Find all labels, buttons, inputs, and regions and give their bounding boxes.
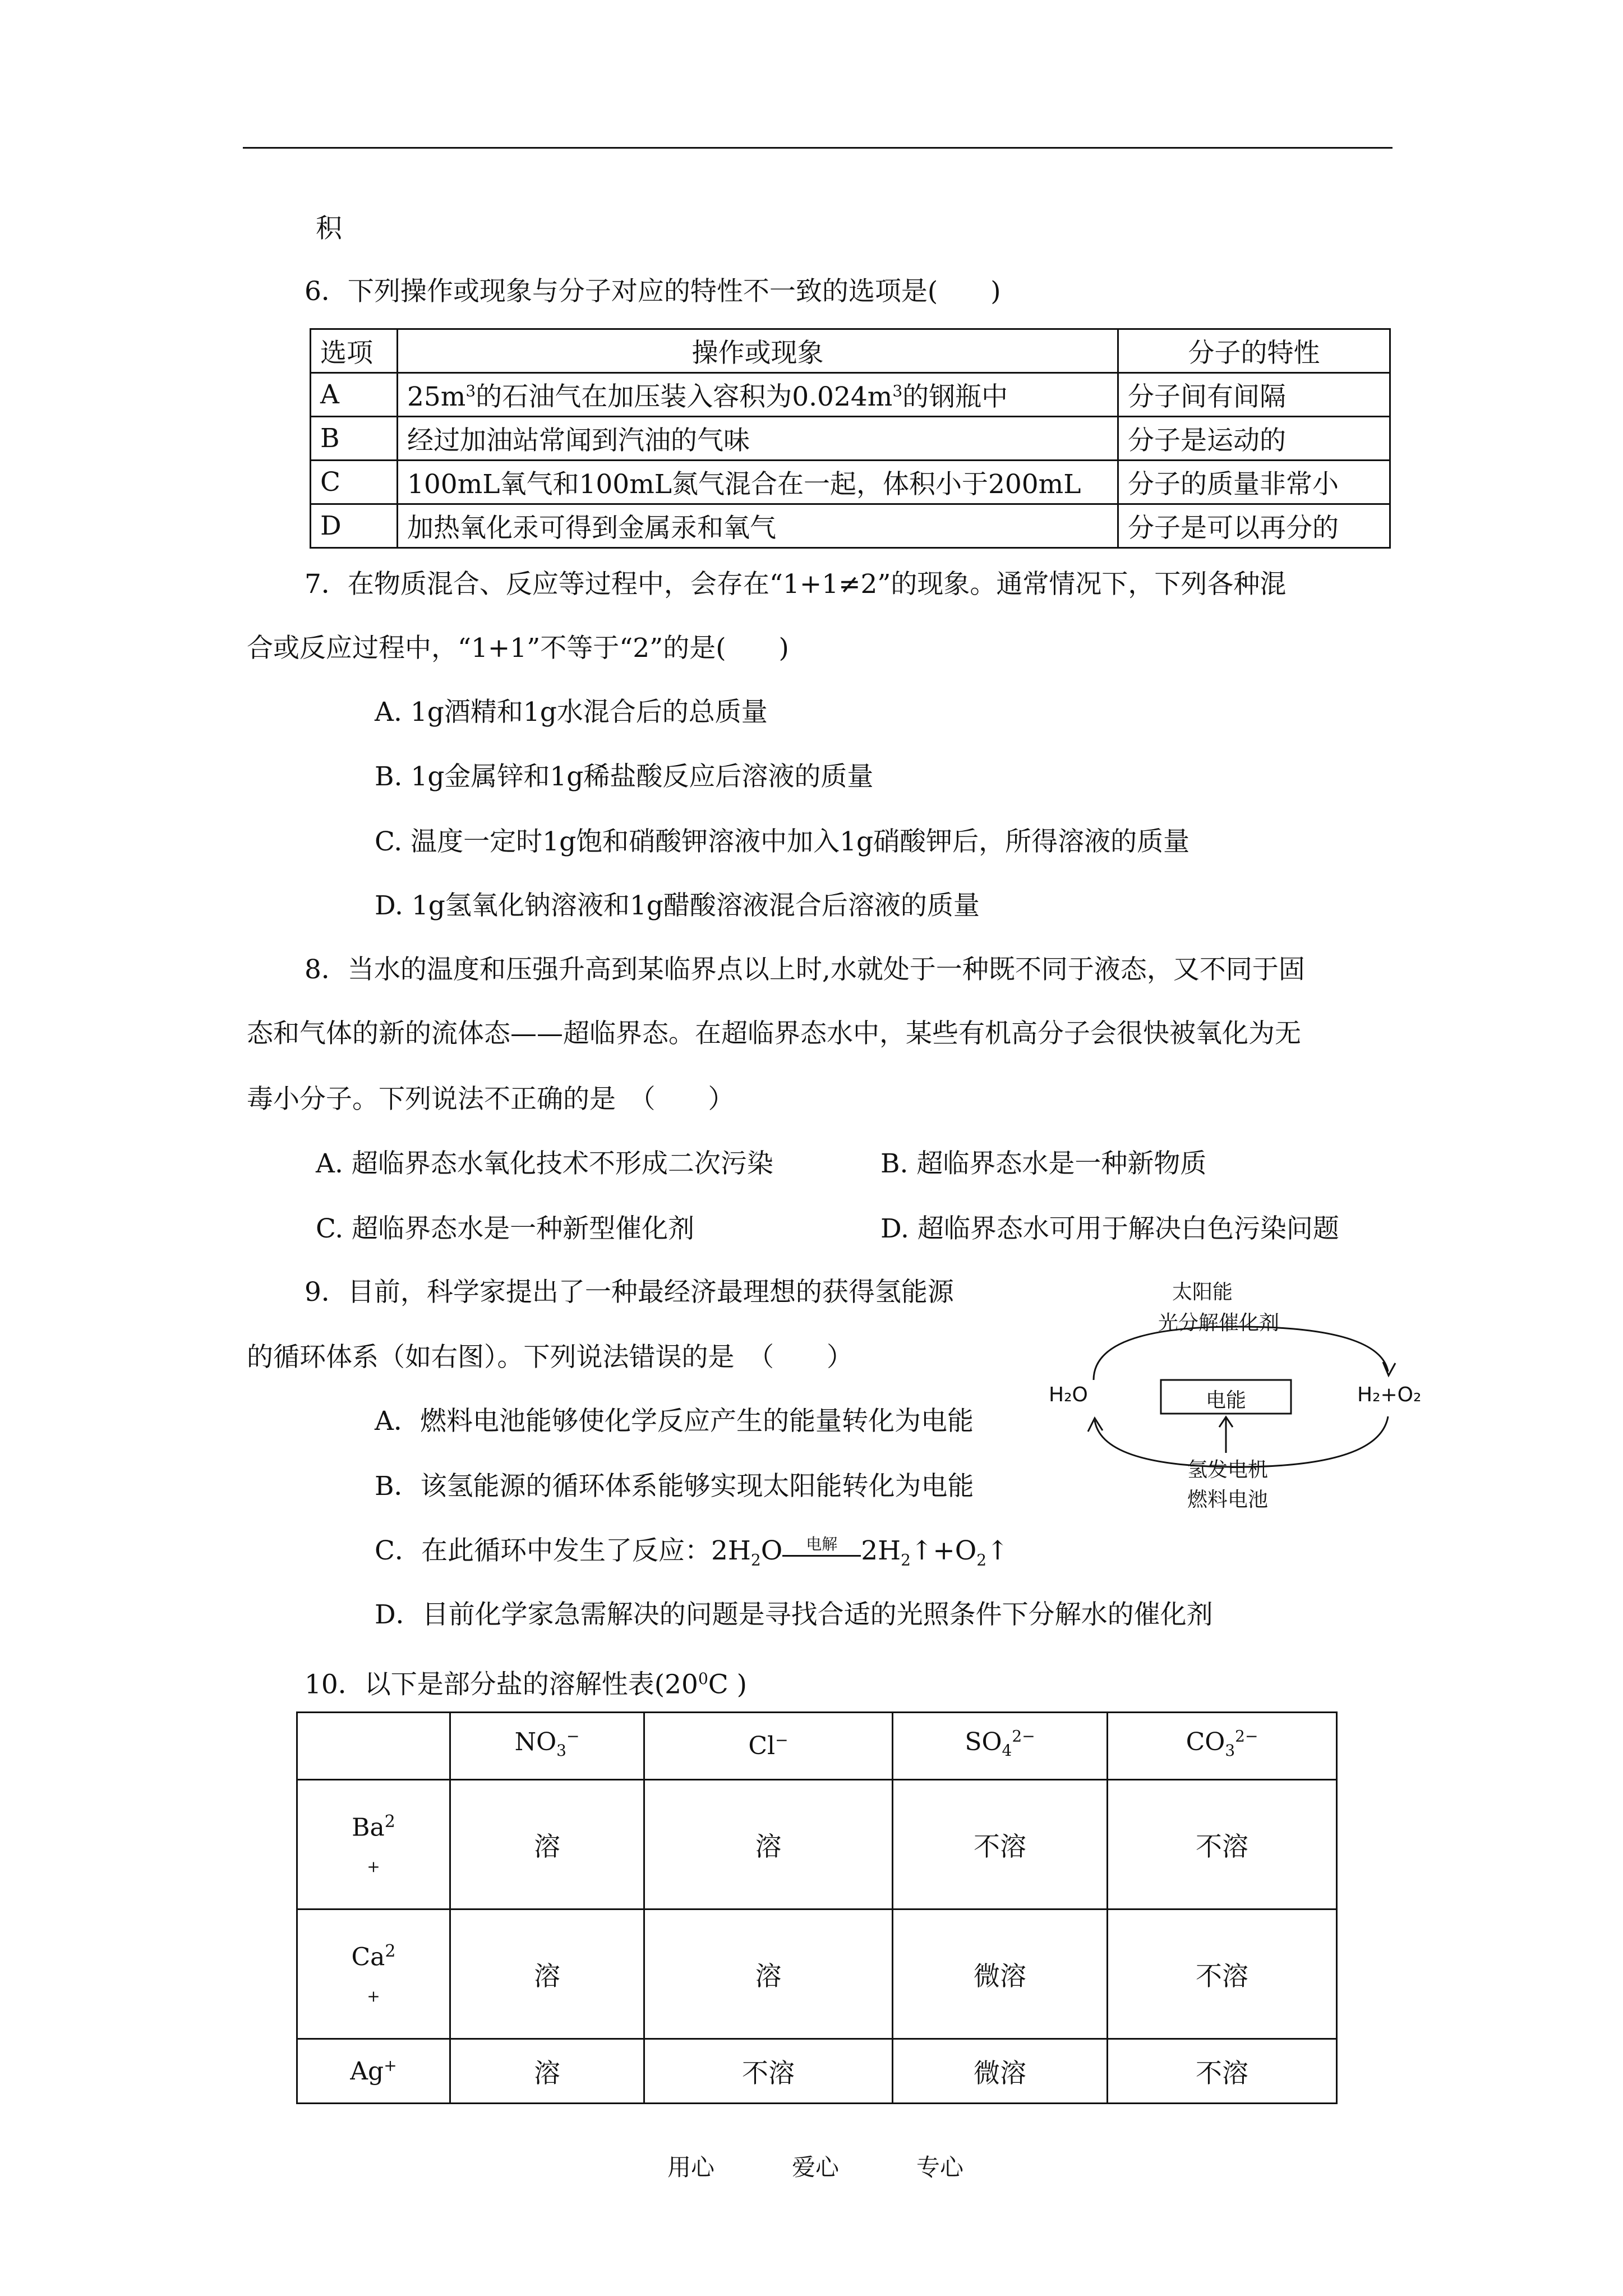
- q6-table: [310, 328, 1391, 549]
- table-row: [311, 417, 1390, 461]
- anion-header: $CO_3^{2-}$: [1108, 1713, 1337, 1780]
- reaction-line: [782, 1555, 861, 1557]
- table-row: [297, 2039, 1337, 2104]
- option-cell: D: [311, 504, 398, 548]
- phenomenon-cell: 100mL氧气和100mL氮气混合在一起，体积小于200mL: [398, 461, 1118, 504]
- q9-option-d: D．目前化学家急需解决的问题是寻找合适的光照条件下分解水的催化剂: [375, 1599, 1213, 1630]
- q7-option-c: C. 温度一定时1g饱和硝酸钾溶液中加入1g硝酸钾后，所得溶液的质量: [375, 826, 1190, 857]
- header-cell: 分子的特性: [1118, 329, 1390, 373]
- solubility-cell: 溶: [644, 1780, 893, 1910]
- q8-option-c: C. 超临界态水是一种新型催化剂: [316, 1213, 695, 1244]
- solubility-cell: 溶: [450, 1910, 644, 2039]
- solubility-cell: 微溶: [893, 2039, 1108, 2104]
- table-header-row: [311, 329, 1390, 373]
- q8-option-d: D. 超临界态水可用于解决白色污染问题: [880, 1213, 1339, 1244]
- cation-cell: $Ba^2$ +: [297, 1780, 450, 1910]
- diagram-center-label: 电能: [1206, 1389, 1247, 1412]
- option-cell: B: [311, 417, 398, 461]
- hydrogen-cycle-diagram: [1049, 1273, 1441, 1515]
- diagram-top-label-2: 光分解催化剂: [1158, 1312, 1280, 1335]
- q9-option-c: C．在此循环中发生了反应：$2H_2O$ 电解 $2H_2↑+O_2↑$: [375, 1535, 1009, 1570]
- reaction-condition-label: 电解: [806, 1535, 838, 1553]
- q8-line1: 8．当水的温度和压强升高到某临界点以上时,水就处于一种既不同于液态，又不同于固: [305, 954, 1305, 985]
- solubility-cell: 微溶: [893, 1910, 1108, 2039]
- q7-option-d: D. 1g氢氧化钠溶液和1g醋酸溶液混合后溶液的质量: [375, 890, 980, 921]
- footer-text-3: 专心: [916, 2154, 964, 2181]
- table-row: [311, 373, 1390, 417]
- diagram-right-label: H₂+O₂: [1357, 1383, 1422, 1406]
- q7-option-a: A. 1g酒精和1g水混合后的总质量: [375, 697, 768, 728]
- solubility-table: [296, 1711, 1338, 2104]
- q7-line2: 合或反应过程中，“1+1”不等于“2”的是( ): [247, 633, 789, 664]
- cation-cell: Ag+: [297, 2039, 450, 2104]
- q6-stem: 6．下列操作或现象与分子对应的特性不一致的选项是( ): [305, 276, 1001, 307]
- header-cell: 选项: [311, 329, 398, 373]
- q9-option-a: A．燃料电池能够使化学反应产生的能量转化为电能: [375, 1406, 974, 1437]
- footer-text-1: 用心: [667, 2154, 715, 2181]
- property-cell: 分子是运动的: [1118, 417, 1390, 461]
- solubility-cell: 不溶: [1108, 1910, 1337, 2039]
- header-rule: [243, 147, 1393, 149]
- solubility-cell: 不溶: [1108, 2039, 1337, 2104]
- anion-header: $NO_3^-$: [450, 1713, 644, 1780]
- solubility-cell: 溶: [450, 1780, 644, 1910]
- solubility-cell: 溶: [450, 2039, 644, 2104]
- property-cell: 分子是可以再分的: [1118, 504, 1390, 548]
- diagram-bottom-label-1: 氢发电机: [1187, 1458, 1269, 1481]
- table-header-row: [297, 1713, 1337, 1780]
- footer-text-2: 爱心: [792, 2154, 840, 2181]
- phenomenon-cell: 经过加油站常闻到汽油的气味: [398, 417, 1118, 461]
- table-row: [297, 1780, 1337, 1910]
- table-row: [311, 504, 1390, 548]
- continuation-text: 积: [316, 213, 342, 244]
- phenomenon-cell: 加热氧化汞可得到金属汞和氧气: [398, 504, 1118, 548]
- solubility-cell: 不溶: [1108, 1780, 1337, 1910]
- q7-line1: 7．在物质混合、反应等过程中，会存在“1+1≠2”的现象。通常情况下，下列各种混: [305, 569, 1287, 600]
- option-cell: A: [311, 373, 398, 417]
- q9-line1: 9．目前，科学家提出了一种最经济最理想的获得氢能源: [305, 1277, 954, 1308]
- solubility-cell: 溶: [644, 1910, 893, 2039]
- diagram-left-label: H₂O: [1049, 1383, 1088, 1406]
- property-cell: 分子的质量非常小: [1118, 461, 1390, 504]
- q8-line2: 态和气体的新的流体态——超临界态。在超临界态水中，某些有机高分子会很快被氧化为无: [247, 1018, 1301, 1049]
- q7-option-b: B. 1g金属锌和1g稀盐酸反应后溶液的质量: [375, 761, 874, 792]
- anion-header: Cl−: [644, 1713, 893, 1780]
- property-cell: 分子间有间隔: [1118, 373, 1390, 417]
- q10-stem: 10．以下是部分盐的溶解性表($20^0C$ ): [305, 1669, 748, 1700]
- corner-cell: [297, 1713, 450, 1780]
- solubility-cell: 不溶: [644, 2039, 893, 2104]
- option-cell: C: [311, 461, 398, 504]
- phenomenon-cell: $25m^3$的石油气在加压装入容积为$0.024m^3$的钢瓶中: [398, 373, 1118, 417]
- diagram-top-label-1: 太阳能: [1172, 1281, 1233, 1304]
- q9-option-b: B．该氢能源的循环体系能够实现太阳能转化为电能: [375, 1471, 974, 1502]
- solubility-cell: 不溶: [893, 1780, 1108, 1910]
- cation-cell: $Ca^2$ +: [297, 1910, 450, 2039]
- q8-option-b: B. 超临界态水是一种新物质: [880, 1148, 1207, 1179]
- anion-header: $SO_4^{2-}$: [893, 1713, 1108, 1780]
- q8-line3: 毒小分子。下列说法不正确的是 （ ）: [247, 1084, 735, 1115]
- q9-line2: 的循环体系（如右图）。下列说法错误的是 （ ）: [247, 1342, 853, 1373]
- header-cell: 操作或现象: [398, 329, 1118, 373]
- q8-option-a: A. 超临界态水氧化技术不形成二次污染: [316, 1148, 773, 1179]
- table-row: [297, 1910, 1337, 2039]
- diagram-bottom-label-2: 燃料电池: [1187, 1488, 1269, 1511]
- table-row: [311, 461, 1390, 504]
